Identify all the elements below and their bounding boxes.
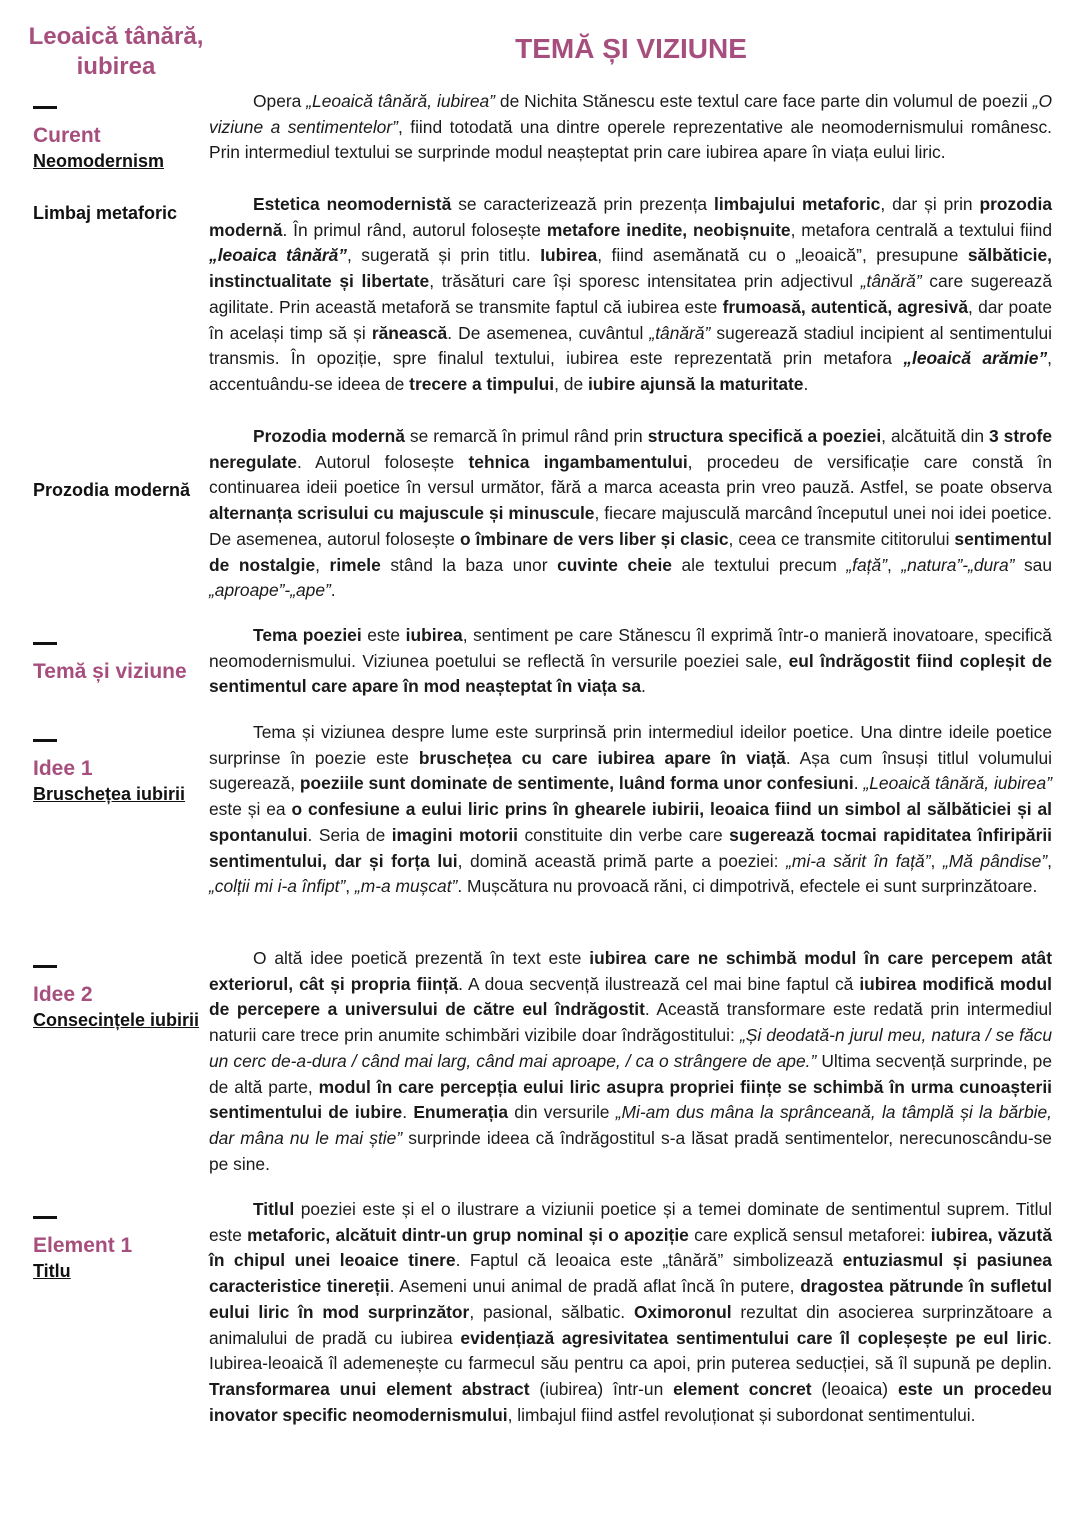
sidebar-section-tema — [33, 642, 203, 685]
page-title: TEMĂ ȘI VIZIUNE — [515, 33, 747, 64]
sidebar-note-prozodie — [33, 478, 203, 502]
section-value: Neomodernism — [33, 151, 165, 171]
note-label: Limbaj metaforic — [33, 203, 178, 223]
paragraph-idee1: Tema și viziunea despre lume este surprinsă prin intermediul ideilor poetice. Una dintre ideile poetice surprinse în poezie este bruschețea cu care iubirea apare în viață. Așa cum însuși titlul volumului sugerează, poeziile sunt dominate de sentimente, luând forma unor confesiuni. „Leoaică tânără, iubirea” este și ea o confesiune a eului liric prins în ghearele iubirii, leoaica fiind un simbol al sălbăticiei și al spontanului. Seria de imagini motorii constituite din verbe care sugerează tocmai rapiditatea înfiripării sentimentului, dar și forța lui, domină această primă parte a poeziei: „mi-a sărit în față”, „Mă pândise”, „colții mi i-a înfipt”, „m-a mușcat”. Mușcătura nu provoacă răni, ci dimpotrivă, efectele ei sunt surprinzătoare. — [209, 722, 1053, 897]
sidebar-title: Leoaică tânără, iubirea — [28, 23, 204, 80]
paragraph-element1: Titlul poeziei este și el o ilustrare a viziunii poetice și a temei dominate de sentimentul suprem. Titlul este metaforic, alcătuit dintr-un grup nominal și o apoziție care explică sensul metaforei: iubirea, văzută în chipul unei leoaice tinere. Faptul că leoaica este „tânără” simbolizează entuziasmul și pasiunea caracteristice tinereții. Asemeni unui animal de pradă aflat încă în putere, dragostea pătrunde în sufletul eului liric în mod surprinzător, pasional, sălbatic. Oximoronul rezultat din asocierea surprinzătoare a animalului de pradă cu iubirea evidențiază agresivitatea sentimentului care îl copleșește pe eul liric. Iubirea-leoaică îl ademenește cu farmecul său pentru ca apoi, prin puterea seducției, să îl supună pe deplin. Transformarea unui element abstract (iubirea) într-un element concret (leoaica) este un procedeu inovator specific neomodernismului, limbajul fiind astfel revoluționat și subordonat sentimentului. — [209, 1199, 1053, 1425]
section-value: Consecințele iubirii — [33, 1010, 200, 1030]
paragraph-estetica: Estetica neomodernistă se caracterizează prin prezența limbajului metaforic, dar și prin prozodia modernă. În primul rând, autorul folosește metafore inedite, neobișnuite, metafora centrală a textului fiind „leoaica tânără”, sugerată și prin titlu. Iubirea, fiind asemănată cu o „leoaică”, presupune sălbăticie, instinctualitate și libertate, trăsături care își sporesc intensitatea prin adjectivul „tânără” care sugerează agilitate. Prin această metaforă se transmite faptul că iubirea este frumoasă, autentică, agresivă, dar poate în același timp să și rănească. De asemenea, cuvântul „tânără” sugerează stadiul incipient al sentimentului transmis. În opoziție, spre finalul textului, iubirea este reprezentată prin metafora „leoaică arămie”, accentuându-se ideea de trecere a timpului, de iubire ajunsă la maturitate. — [209, 194, 1052, 394]
note-label: Prozodia modernă — [33, 480, 191, 500]
divider-dash — [33, 106, 57, 109]
section-heading: Temă și viziune — [33, 660, 187, 683]
section-heading: Idee 1 — [33, 757, 93, 780]
section-heading: Curent — [33, 124, 101, 147]
sidebar-section-idee1 — [33, 739, 203, 806]
paragraph-tema: Tema poeziei este iubirea, sentiment pe care Stănescu îl exprimă într-o manieră inovatoare, specifică neomodernismului. Viziunea poetului se reflectă în versurile poeziei sale, eul îndrăgostit fiind copleșit de sentimentul care apare în mod neașteptat în viața sa. — [209, 625, 1053, 697]
paragraph-idee2: O altă idee poetică prezentă în text este iubirea care ne schimbă modul în care percepem atât exteriorul, cât și propria ființă. A doua secvență ilustrează cel mai bine faptul că iubirea modifică modul de percepere a universului de către eul îndrăgostit. Această transformare este redată prin intermediul naturii care trece prin anumite schimbări vizibile doar îndrăgostitului: „Și deodată-n jurul meu, natura / se făcu un cerc de-a-dura / când mai larg, când mai aproape, / ca o strângere de ape.” Ultima secvență surprinde, pe de altă parte, modul în care percepția eului liric asupra propriei ființe se schimbă în urma cunoașterii sentimentului de iubire. Enumerația din versurile „Mi-am dus mâna la sprânceană, la tâmplă și la bărbie, dar mâna nu le mai știe” surprinde ideea că îndrăgostitul s-a lăsat pradă sentimentelor, nerecunoscându-se pe sine. — [209, 948, 1053, 1174]
sidebar-section-curent — [33, 106, 203, 173]
divider-dash — [33, 739, 57, 742]
divider-dash — [33, 642, 57, 645]
section-value: Bruschețea iubirii — [33, 784, 186, 804]
divider-dash — [33, 965, 57, 968]
sidebar-section-element1 — [33, 1216, 203, 1283]
paragraph-prozodia: Prozodia modernă se remarcă în primul rând prin structura specifică a poeziei, alcătuită din 3 strofe neregulate. Autorul folosește tehnica ingambamentului, procedeu de versificație care constă în continuarea ideii poetice în versul următor, fără a marca aceasta prin vreo pauză. Astfel, se poate observa alternanța scrisului cu majuscule și minuscule, fiecare majusculă marcând începutul unei noi idei poetice. De asemenea, autorul folosește o îmbinare de vers liber și clasic, ceea ce transmite cititorului sentimentul de nostalgie, rimele stând la baza unor cuvinte cheie ale textului precum „față”, „natura”-„dura” sau „aproape”-„ape”. — [209, 426, 1053, 601]
sidebar-section-idee2 — [33, 965, 203, 1032]
section-heading: Idee 2 — [33, 983, 93, 1006]
paragraph-intro: Opera „Leoaică tânără, iubirea” de Nichita Stănescu este textul care face parte din volumul de poezii „O viziune a sentimentelor”, fiind totodată una dintre operele reprezentative ale neomodernismului românesc. Prin intermediul textului se surprinde modul neașteptat prin care iubirea apare în viața eului liric. — [209, 91, 1053, 163]
section-heading: Element 1 — [33, 1234, 133, 1257]
section-value: Titlu — [33, 1261, 71, 1281]
sidebar-note-limbaj — [33, 201, 203, 225]
divider-dash — [33, 1216, 57, 1219]
